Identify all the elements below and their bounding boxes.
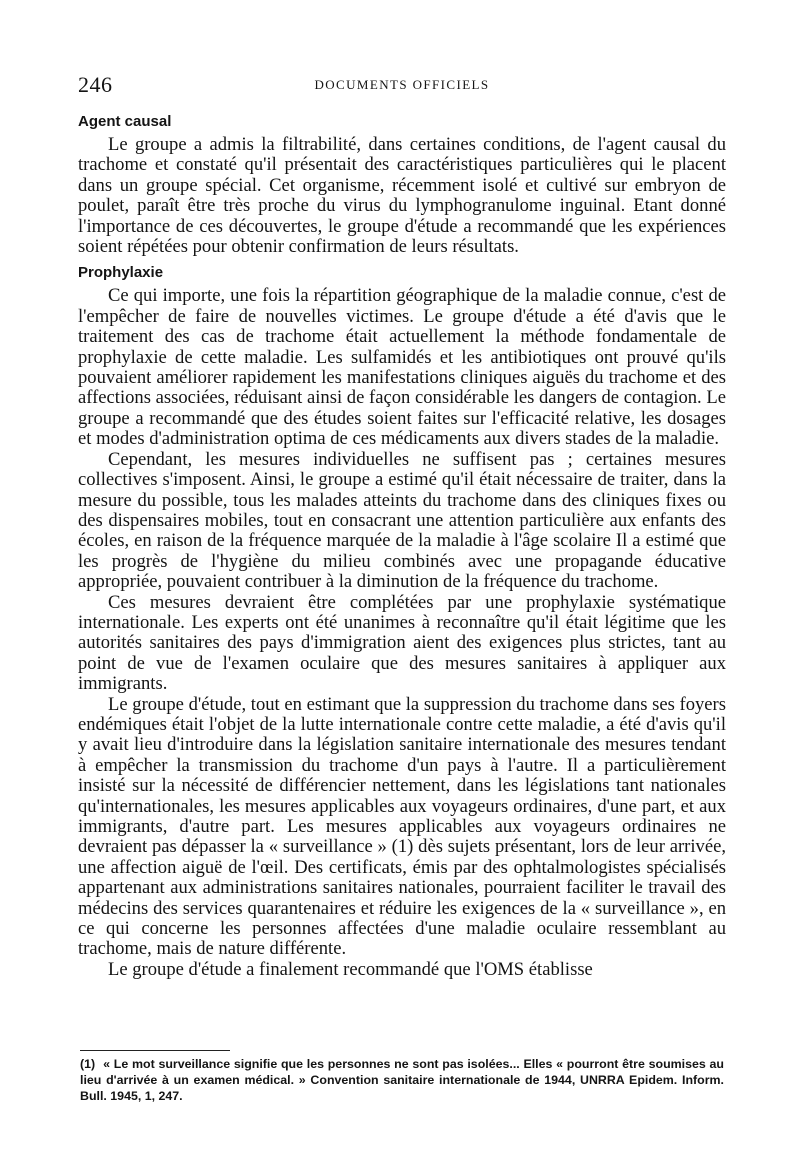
section-heading-agent-causal: Agent causal <box>78 113 172 130</box>
footnote-text: « Le mot surveillance signifie que les personnes ne sont pas isolées... Elles « pourront être soumises au lieu d'arrivée à un examen médical. » Convention sanitaire internationale de 1944, UNRRA Epidem. Inform. Bull. 1945, 1, 247. <box>80 1057 724 1103</box>
running-head: DOCUMENTS OFFICIELS <box>314 77 490 92</box>
paragraph: Ce qui importe, une fois la répartition géographique de la maladie connue, c'est de l'empêcher de faire de nouvelles victimes. Le groupe d'étude a été d'avis que le traitement des cas de trachome était actuellement la méthode fondamentale de prophylaxie de cette maladie. Les sulfamidés et les antibiotiques ont prouvé qu'ils pouvaient améliorer rapidement les manifestations cliniques aiguës du trachome et des affections associées, réduisant ainsi de façon considérable les dangers de contagion. Le groupe a recommandé que des études soient faites sur l'efficacité relative, les dosages et modes d'administration optima de ces médicaments aux divers stades de la maladie. <box>78 285 726 450</box>
footnote-divider <box>80 1050 230 1051</box>
body-text <box>78 112 726 980</box>
paragraph: Le groupe d'étude a finalement recommandé que l'OMS établisse <box>108 958 593 980</box>
paragraph: Cependant, les mesures individuelles ne suffisent pas ; certaines mesures collectives s'imposent. Ainsi, le groupe a estimé qu'il était nécessaire de traiter, dans la mesure du possible, tous les malades atteints du trachome dans des cliniques fixes ou des dispensaires mobiles, tout en consacrant une attention particulière aux enfants des écoles, en raison de la fréquence marquée de la maladie à l'âge scolaire Il a estimé que les progrès de l'hygiène du milieu combinés avec une propagande éducative appropriée, pouvaient contribuer à la diminution de la fréquence du trachome. <box>78 448 726 593</box>
paragraph: Ces mesures devraient être complétées par une prophylaxie systématique internationale. Les experts ont été unanimes à reconnaître qu'il était légitime que les autorités sanitaires des pays d'immigration aient des exigences plus strictes, tant au point de vue de l'examen oculaire que des mesures sanitaires à appliquer aux immigrants. <box>78 591 726 695</box>
footnote <box>80 1056 724 1104</box>
section-heading-prophylaxie: Prophylaxie <box>78 264 164 282</box>
page-number: 246 <box>78 72 113 97</box>
footnote-mark: (1) <box>80 1057 96 1071</box>
paragraph: Le groupe d'étude, tout en estimant que la suppression du trachome dans ses foyers endémiques était l'objet de la lutte internationale contre cette maladie, a été d'avis qu'il y avait lieu d'introduire dans la législation sanitaire internationale des mesures tendant à empêcher la transmission du trachome d'un pays à l'autre. Il a particulièrement insisté sur la nécessité de différencier nettement, dans les législations tant nationales qu'internationales, les mesures applicables aux voyageurs ordinaires, d'une part, et aux immigrants, d'autre part. Les mesures applicables aux voyageurs ordinaires ne devraient pas dépasser la « surveillance » (1) dès sujets présentant, lors de leur arrivée, une affection aiguë de l'œil. Des certificats, émis par des ophtalmologistes spécialisés appartenant aux administrations sanitaires nationales, pourraient faciliter le travail des médecins des services quarantenaires et réduire les exigences de la « surveillance », en ce qui concerne les personnes affectées d'une maladie oculaire ressemblant au trachome, mais de nature différente. <box>78 693 726 960</box>
page-header <box>78 72 726 102</box>
paragraph: Le groupe a admis la filtrabilité, dans certaines conditions, de l'agent causal du trachome et constaté qu'il présentait des caractéristiques particulières qui le placent dans un groupe spécial. Cet organisme, récemment isolé et cultivé sur embryon de poulet, paraît être très proche du virus du lymphogranulome inguinal. Etant donné l'importance de ces découvertes, le groupe d'étude a recommandé que les expériences soient répétées pour obtenir confirmation de leurs résultats. <box>78 134 726 258</box>
